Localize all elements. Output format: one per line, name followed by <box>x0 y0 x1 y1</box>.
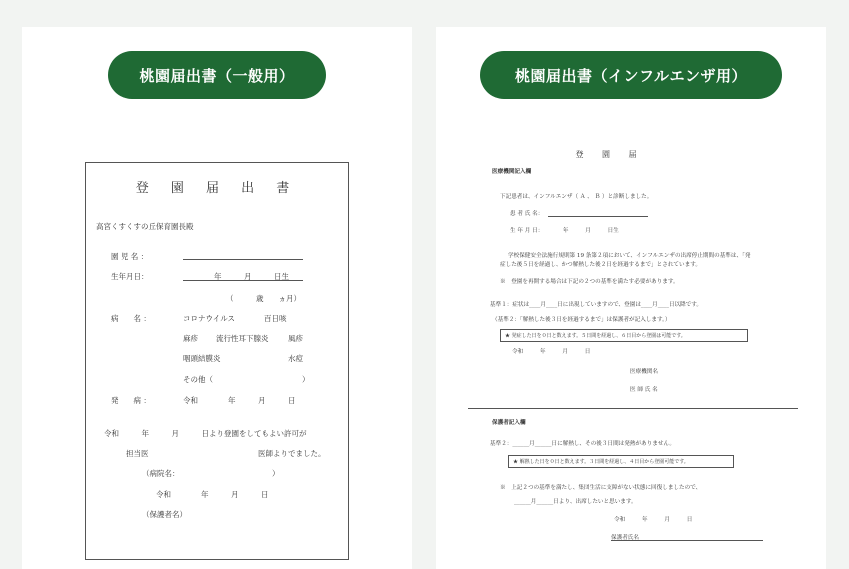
birth-fields: 年 月 日生 <box>214 272 289 281</box>
general-form-card <box>22 27 412 569</box>
disease-label: 病 名 ： <box>111 314 151 323</box>
section-divider <box>468 408 798 409</box>
disease-other-close: ） <box>302 375 310 384</box>
patient-birth: 生 年 月 日： 年 月 日生 <box>510 228 619 234</box>
criteria-2-note: （基準２：「解熱した後３日を経過するまで」は保護者が記入します。） <box>492 317 671 323</box>
section-guardian: 保護者記入欄 <box>492 420 526 426</box>
disease-option: 風疹 <box>288 334 303 343</box>
section-medical: 医療機関記入欄 <box>492 169 532 175</box>
notice-box: ★ 発症した日を０日と数えます。５日間を経過し、６日目から登園は可能です。 <box>500 329 748 342</box>
addressee: 高宮くすくすの丘保育園長殿 <box>96 222 194 231</box>
form-title: 登 園 届 <box>575 150 645 159</box>
disease-option: 水痘 <box>288 354 303 363</box>
influenza-form-button[interactable]: 桃園届出書（インフルエンザ用） <box>480 51 782 99</box>
diagnosis-line: 下記患者は、インフルエンザ（ Ａ 、 Ｂ ）と診断しました。 <box>500 194 653 200</box>
disease-option: 流行性耳下腺炎 <box>216 334 269 343</box>
criteria-2: 基準２：______月______日に解熱し、その後３日間は発熱がありません。 <box>490 441 675 447</box>
disease-option: 麻疹 <box>183 334 198 343</box>
hospital-close: ） <box>272 469 280 478</box>
date-line: 令和 年 月 日 <box>614 517 693 523</box>
onset-date: 令和 年 月 日 <box>183 396 296 405</box>
patient-label: 患 者 氏 名： <box>510 211 544 217</box>
birth-line <box>183 280 303 281</box>
doctor-label: 担当医 <box>126 449 149 458</box>
disease-other: その他（ <box>183 375 213 384</box>
patient-line <box>548 216 648 217</box>
child-name-line <box>183 259 303 260</box>
age-fields: （ 歳 ヵ月） <box>226 294 301 303</box>
disease-option: コロナウイルス <box>183 314 236 323</box>
guardian-line <box>611 540 763 541</box>
permit-line: 令和 年 月 日より登園をしてもよい許可が <box>104 429 307 438</box>
form-title: 登 園 届 出 書 <box>135 181 299 196</box>
note-text: ※ 登園を再開する場合は下記の２つの基準を満たす必要があります。 <box>500 279 679 285</box>
disease-option: 百日咳 <box>264 314 287 323</box>
birth-label: 生年月日： <box>111 272 149 281</box>
influenza-form-card <box>436 27 826 569</box>
note-text: ______月______日より、出席したいと思います。 <box>514 499 637 505</box>
hospital-label: （病院名： <box>142 469 180 478</box>
criteria-1: 基準１：症状は____月____日に出現していますので、登園は____月____日以降です。 <box>490 302 703 308</box>
influenza-form-preview <box>468 147 808 569</box>
guardian-label: 保護者氏名 <box>611 535 639 541</box>
note-text: ※ 上記２つの基準を満たし、集団生活に支障がない状態に回復しましたので、 <box>500 485 702 491</box>
clinic-label: 医療機関名 <box>630 369 658 375</box>
date-line: 令和 年 月 日 <box>512 349 591 355</box>
sign-date: 令和 年 月 日 <box>156 490 269 499</box>
law-text: 学校保健安全法施行規則第 19 条第２項において、インフルエンザの出席停止期間の基準は、「発 <box>508 253 751 259</box>
law-text: 症した後５日を経過し、かつ解熱した後２日を経過するまで」とされています。 <box>500 262 701 268</box>
guardian-label: （保護者名） <box>142 510 187 519</box>
doctor-label: 医 師 氏 名 <box>630 387 658 393</box>
notice-box: ★ 解熱した日を０日と数えます。３日間を経過し、４日目から登園可能です。 <box>508 455 734 468</box>
general-form-button[interactable]: 桃園届出書（一般用） <box>108 51 326 99</box>
doctor-suffix: 医師よりでました。 <box>258 449 326 458</box>
general-form-preview <box>85 162 349 560</box>
onset-label: 発 病 ： <box>111 396 151 405</box>
disease-option: 咽頭結膜炎 <box>183 354 221 363</box>
child-name-label: 園 児 名 ： <box>111 252 149 261</box>
